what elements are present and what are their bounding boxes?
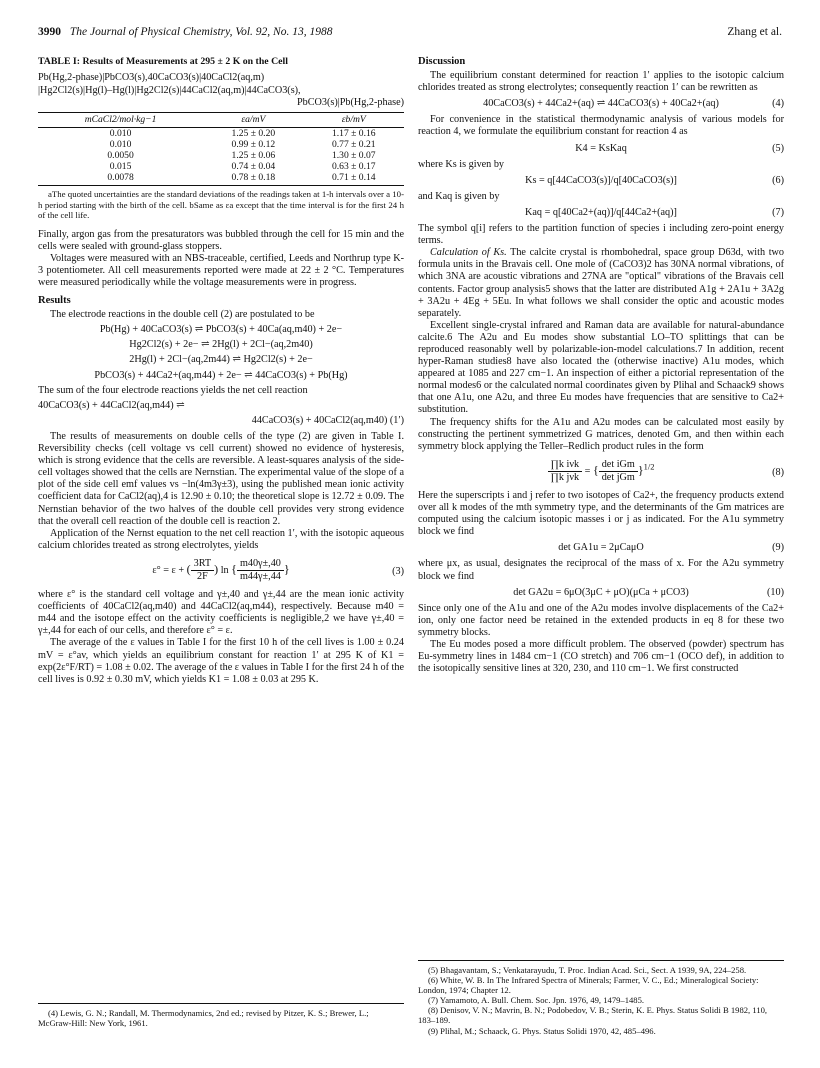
- paragraph: The equilibrium constant determined for reaction 1′ applies to the isotopic calcium chlorides treated as strong electrolytes; consequently reaction 1′ can be rewritten as: [418, 70, 784, 94]
- paragraph: The sum of the four electrode reactions yields the net cell reaction: [38, 384, 308, 396]
- paragraph: [418, 247, 784, 320]
- running-header: [38, 26, 782, 44]
- eq8-lhs-top: ∏k iνk: [548, 459, 583, 472]
- paragraph: Finally, argon gas from the presaturators was bubbled through the cell for 15 min and the cells were sealed with ground-glass stoppers.: [38, 228, 404, 252]
- table-cell: 1.30 ± 0.07: [331, 150, 376, 162]
- paragraph: and Kaq is given by: [418, 190, 500, 202]
- table-row: [38, 172, 404, 186]
- eq3-ratio-bottom: m44γ±,44: [239, 570, 281, 582]
- eq3-ratio: [237, 558, 284, 583]
- eq8-rhs-top: det iGm: [599, 459, 638, 472]
- eq10-body: det GA2u = 6μO(3μC + μO)(μCa + μCO3): [513, 586, 689, 598]
- reference-6: (6) White, W. B. In The Infrared Spectra of Minerals; Farmer, V. C., Ed.; Mineralogical Society: London, 1974; Chapter 12.: [418, 975, 759, 996]
- eq8-lhs-bottom: ∏k jνk: [550, 471, 580, 483]
- table-cell: 1.25 ± 0.06: [231, 150, 276, 162]
- measurements-table: [38, 112, 404, 186]
- paragraph-body: The calcite crystal is rhombohedral, space group D63d, with two formula units in the Bravais cell. One mole of (CaCO3)2 has 30NA normal vibrations, of which 3NA are acoustic vibrations and 27NA are "optical" vibrations of the Bravais cell contents. Factor group analysis5 shows that the latter are distributed A1g + 2A1u + 3A2g + 3A2u + 4Eg + 5Eu. In what follows we shall consider the optic and acoustic modes separately.: [418, 247, 784, 319]
- table-cell: 0.74 ± 0.04: [231, 161, 276, 173]
- table-cell: 0.77 ± 0.21: [331, 139, 376, 151]
- table-label: TABLE I:: [38, 56, 81, 67]
- eq8-rhs-bottom: det jGm: [601, 471, 635, 483]
- cell-line-1: Pb(Hg,2-phase)|PbCO3(s),40CaCO3(s)|40CaCl2(aq,m): [38, 72, 265, 84]
- table-cell: 0.71 ± 0.14: [304, 172, 404, 186]
- electrode-reaction: 2Hg(l) + 2Cl−(aq,2m44) ⇌ Hg2Cl2(s) + 2e−: [129, 354, 313, 366]
- paragraph: Voltages were measured with an NBS-traceable, certified, Leeds and Northrup type K-3 potentiometer. All cell measurements reported were made at 22 ± 2 °C. Temperatures were measured periodically while the voltage measurements were in progress.: [38, 252, 404, 288]
- equation-3: ε° = ε + ( $\frac{3RT}{2F}$ ) ln { $\frac{m40\gamma\pm,40}{m44\gamma\pm,44}$ } (3): [152, 557, 404, 582]
- electrode-reaction: Hg2Cl2(s) + 2e− ⇌ 2Hg(l) + 2Cl−(aq,2m40): [129, 339, 313, 351]
- cell-line-2: |Hg2Cl2(s)|Hg(l)–Hg(l)|Hg2Cl2(s)|44CaCl2(aq,m)|44CaCO3(s),: [38, 84, 301, 96]
- table-cell: 1.25 ± 0.20: [231, 128, 276, 140]
- paragraph: Application of the Nernst equation to the net cell reaction 1′, with the isotopic aqueous calcium chlorides treated as strong electrolytes, yields: [38, 527, 404, 551]
- reference-5: (5) Bhagavantam, S.; Venkatarayudu, T. Proc. Indian Acad. Sci., Sect. A 1939, 9A, 224–258.: [428, 965, 747, 975]
- net-reaction-line-1: 40CaCO3(s) + 44CaCl2(aq,m44) ⇌: [38, 399, 185, 411]
- eq5-number: (5): [772, 142, 784, 154]
- table-cell: 0.63 ± 0.17: [331, 161, 376, 173]
- col-header-emf-b: εb/mV: [304, 113, 404, 128]
- paragraph: The results of measurements on double cells of the type (2) are given in Table I. Reversibility checks (cell voltage vs cell current) showed no evidence of hysteresis, which is strong evidence that the cells are reversible. A least-squares analysis of the side-cell voltages showed that the cells are Nernstian. The experimental value of the slope of a plot of the side cell emf values vs −ln(4m3γ±3), using the published mean ionic activity coefficient data for CaCl2(aq),4 is 12.90 ± 0.10; the theoretical slope is 12.72 ± 0.09. The Nernstian behavior of the two halves of the double cell provides very strong evidence that the overall cell reaction of the double cell is reaction 2.: [38, 430, 404, 527]
- paragraph: Excellent single-crystal infrared and Raman data are available for natural-abundance calcite.6 The A2u and Eu modes show substantial LO–TO splittings that can be reproduced reasonably well by polarizable-ion-model calculations.7 In addition, recent hyper-Raman studies8 have also located the (otherwise inactive) A1u modes, which appeared at 1085 and 227 cm−1. An inspection of either a pictorial representation of the normal modes6 or the calculated normal coordinates given by Plihal and Schaack9 shows that one A1u, one A2u, and three Eu modes have frequencies that are sensitive to Ca2+ substitution.: [418, 319, 784, 416]
- table-row: [38, 150, 404, 161]
- eq5-body: K4 = KsKaq: [575, 142, 627, 154]
- equation-8: $\frac{\text{∏k iνk}}{\text{∏k jνk}}$ = { $\frac{\text{det iGm}}{\text{det jGm}}$ }$^{1/2}$ (8): [418, 459, 784, 484]
- table-cell: 0.010: [109, 128, 132, 140]
- paragraph: Here the superscripts i and j refer to two isotopes of Ca2+, the frequency products extend over all k modes of the mth symmetry type, and the determinants of the Gm matrices are computed using the calcium isotopic masses i or j as indicated. For the A1u symmetry block we find: [418, 490, 784, 538]
- paragraph: The average of the ε values in Table I for the first 10 h of the cell lives is 1.00 ± 0.24 mV = ε°av, which yields an equilibrium constant for reaction 1′ at 295 K of K1 = exp(2ε°F/RT) = 1.08 ± 0.02. The average of the ε values in Table I for the first 24 h of the cell lives is 0.92 ± 0.30 mV, which yields K1 = 1.08 ± 0.03 at 295 K.: [38, 637, 404, 685]
- section-heading-results: Results: [38, 295, 71, 307]
- table-cell: 0.0050: [107, 150, 134, 162]
- section-heading-discussion: Discussion: [418, 56, 466, 67]
- eq3-ratio-top: m40γ±,40: [237, 558, 284, 571]
- cell-line-3: PbCO3(s)|Pb(Hg,2-phase): [296, 96, 404, 108]
- eq10-number: (10): [767, 586, 784, 598]
- eq7-number: (7): [772, 206, 784, 218]
- eq8-number: (8): [772, 466, 784, 478]
- reference-8: (8) Denisov, V. N.; Mavrin, B. N.; Podobedov, V. B.; Sterin, K. E. Phys. Status Solidi B 1982, 110, 183–189.: [418, 1005, 768, 1026]
- paragraph: Since only one of the A1u and one of the A2u modes involve displacements of the Ca2+ ion, only one factor need be retained in the extended products in eq 8 for these two symmetry blocks.: [418, 602, 784, 638]
- col-header-emf-a: εa/mV: [203, 113, 303, 128]
- table-row: [38, 161, 404, 172]
- eq3-number: (3): [392, 565, 404, 577]
- right-column: [418, 56, 784, 675]
- eq7-body: Kaq = q[40Ca2+(aq)]/q[44Ca2+(aq)]: [525, 206, 677, 218]
- table-cell: 0.015: [109, 161, 132, 173]
- eq6-body: Ks = q[44CaCO3(s)]/q[40CaCO3(s)]: [525, 174, 677, 186]
- eq3-coefficient: [191, 558, 215, 583]
- page-number: 3990: [38, 26, 61, 38]
- paragraph: The frequency shifts for the A1u and A2u modes can be calculated most easily by constructing the pertinent symmetrized G matrices, denoted Gm, and then within each symmetry block applying the Teller–Redlich product rules in the form: [418, 416, 784, 452]
- paragraph: where μx, as usual, designates the reciprocal of the mass of x. For the A2u symmetry block we find: [418, 558, 784, 582]
- authors: Zhang et al.: [727, 26, 782, 38]
- left-column: [38, 56, 404, 686]
- paragraph: The electrode reactions in the double cell (2) are postulated to be: [50, 309, 315, 321]
- reference-4: (4) Lewis, G. N.; Randall, M. Thermodynamics, 2nd ed.; revised by Pitzer, K. S.; Brewer, L.; McGraw-Hill: New York, 1961.: [38, 1008, 369, 1029]
- equation-5: [418, 143, 784, 155]
- journal-title: The Journal of Physical Chemistry, Vol. 92, No. 13, 1988: [69, 26, 333, 38]
- equation-7: [418, 207, 784, 219]
- paragraph: The symbol q[i] refers to the partition function of species i including zero-point energy terms.: [418, 223, 784, 247]
- table-row: [38, 139, 404, 150]
- col-header-molality: mCaCl2/mol·kg−1: [38, 113, 203, 128]
- references-right: [418, 960, 784, 1036]
- equation-9: [418, 542, 784, 554]
- cell-diagram: [38, 72, 404, 109]
- eq6-number: (6): [772, 174, 784, 186]
- paragraph: The Eu modes posed a more difficult problem. The observed (powder) spectrum has Eu-symmetry lines in 1484 cm−1 (CO stretch) and 706 cm−1 (OCO def), in addition to the isotopically sensitive lines at 320, 230, and 110 cm−1. We first constructed: [418, 639, 784, 675]
- eq3-lhs: ε° = ε +: [152, 564, 185, 576]
- reference-7: (7) Yamamoto, A. Bull. Chem. Soc. Jpn. 1976, 49, 1479–1485.: [428, 995, 645, 1006]
- electrode-reaction: PbCO3(s) + 44Ca2+(aq,m44) + 2e− ⇌ 44CaCO3(s) + Pb(Hg): [94, 369, 348, 381]
- net-reaction-line-2: 44CaCO3(s) + 40CaCl2(aq,m40) (1′): [251, 414, 404, 426]
- table-cell: 0.99 ± 0.12: [231, 139, 276, 151]
- reference-9: (9) Plihal, M.; Schaack, G. Phys. Status Solidi 1970, 42, 485–496.: [428, 1025, 656, 1036]
- eq8-power: 1/2: [643, 461, 655, 472]
- subsection-lead: Calculation of Ks.: [430, 247, 507, 259]
- paragraph: where Ks is given by: [418, 158, 505, 170]
- eq3-coef-bottom: 2F: [197, 570, 208, 582]
- eq8-lhs: [548, 459, 583, 484]
- equation-10: [418, 587, 784, 599]
- table-cell: 0.0078: [38, 172, 203, 186]
- table-cell: 0.010: [109, 139, 132, 151]
- table-footnote: aThe quoted uncertainties are the standard deviations of the readings taken at 1-h intervals over a 10-h period starting with the birth of the cell. bSame as εa except that the time interval is for the first 24 h of the cell life.: [38, 189, 404, 221]
- table-caption: [38, 56, 404, 68]
- electrode-reaction: Pb(Hg) + 40CaCO3(s) ⇌ PbCO3(s) + 40Ca(aq,m40) + 2e−: [99, 324, 343, 336]
- equation-4: [418, 98, 784, 110]
- table-row: [38, 128, 404, 140]
- eq9-number: (9): [772, 542, 784, 554]
- references-left: [38, 1003, 404, 1028]
- equation-6: [418, 175, 784, 187]
- table-cell: 1.17 ± 0.16: [331, 128, 376, 140]
- table-cell: 0.78 ± 0.18: [203, 172, 303, 186]
- table-title: Results of Measurements at 295 ± 2 K on the Cell: [82, 56, 288, 67]
- eq3-ln: ln: [220, 564, 229, 576]
- eq8-rhs: [599, 459, 638, 484]
- paragraph: For convenience in the statistical thermodynamic analysis of various models for reaction 4, we formulate the equilibrium constant for reaction 4 as: [418, 114, 784, 138]
- eq9-body: det GA1u = 2μCaμO: [558, 542, 644, 554]
- eq4-body: 40CaCO3(s) + 44Ca2+(aq) ⇌ 44CaCO3(s) + 40Ca2+(aq): [483, 98, 719, 110]
- eq3-coef-top: 3RT: [191, 558, 215, 571]
- paragraph: where ε° is the standard cell voltage and γ±,40 and γ±,44 are the mean ionic activity coefficients of 40CaCl2(aq,m40) and 44CaCl2(aq,m44), respectively. Because m40 = m44 and the isotope effect on the activity coefficients is negligible,2 we have γ±,40 = γ±,44 for each of our cells, and therefore ε° = ε.: [38, 589, 404, 637]
- eq4-number: (4): [772, 98, 784, 110]
